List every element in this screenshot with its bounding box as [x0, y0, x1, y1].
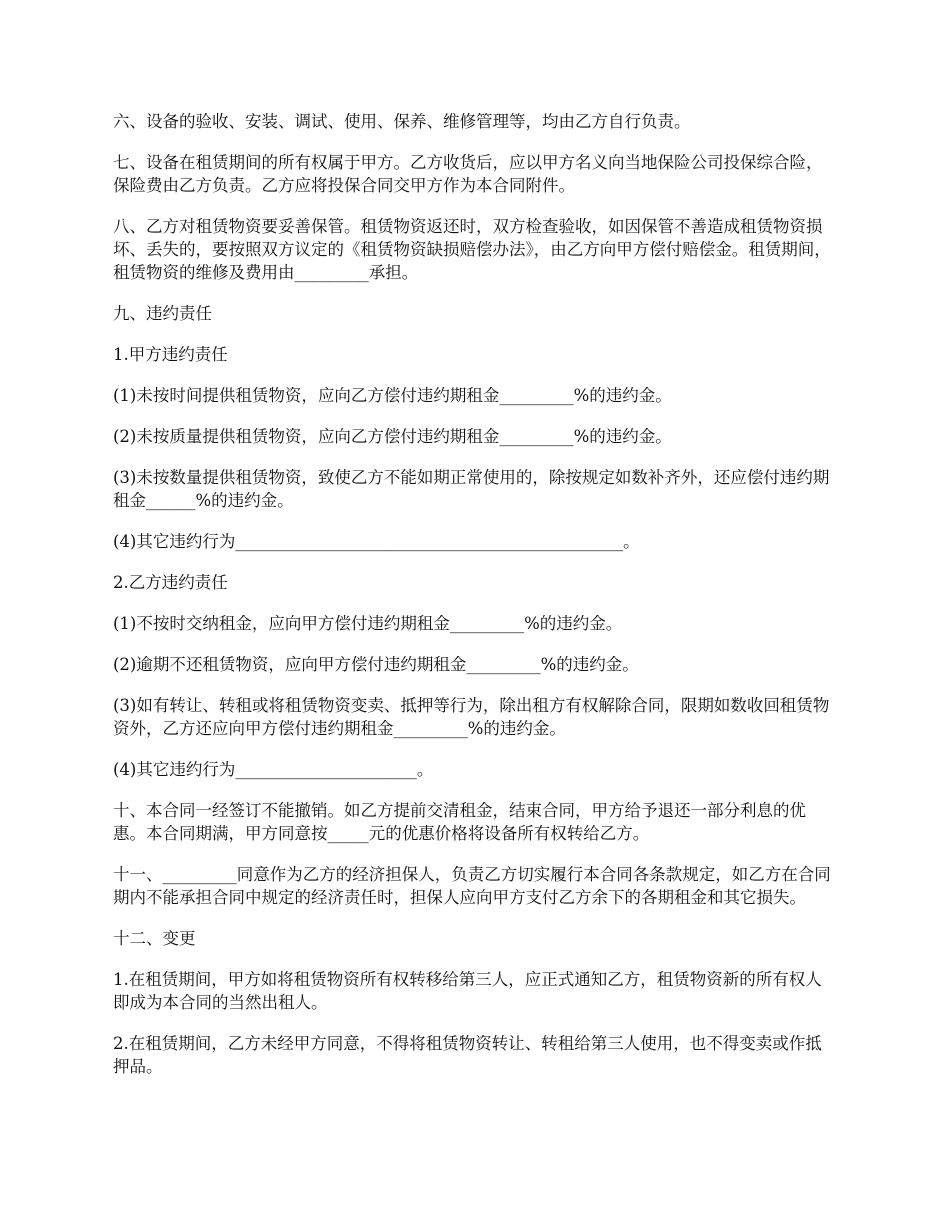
clause-7-paragraph: 七、设备在租赁期间的所有权属于甲方。乙方收货后，应以甲方名义向当地保险公司投保综合险，保险费由乙方负责。乙方应将投保合同交甲方作为本合同附件。 — [113, 153, 823, 195]
party-a-breach-item-4: (4)其它违约行为_______________________________________________。 — [113, 532, 640, 551]
party-a-breach-item-2: (2)未按质量提供租赁物资，应向乙方偿付违约期租金_________%的违约金。 — [113, 427, 672, 446]
document-body — [113, 110, 838, 1096]
party-b-breach-heading: 2.乙方违约责任 — [113, 573, 228, 592]
clause-8-paragraph: 八、乙方对租赁物资要妥善保管。租赁物资返还时，双方检查验收，如因保管不善造成租赁物资损坏、丢失的，要按照双方议定的《租赁物资缺损赔偿办法》，由乙方向甲方偿付赔偿金。租赁期间，租赁物资的维修及费用由_________承担。 — [113, 217, 831, 282]
change-item-1: 1.在租赁期间，甲方如将租赁物资所有权转移给第三人，应正式通知乙方，租赁物资新的所有权人即成为本合同的当然出租人。 — [113, 970, 822, 1012]
change-item-2: 2.在租赁期间，乙方未经甲方同意，不得将租赁物资转让、转租给第三人使用，也不得变卖或作抵押品。 — [113, 1034, 822, 1076]
party-a-breach-item-3: (3)未按数量提供租赁物资，致使乙方不能如期正常使用的，除按规定如数补齐外，还应偿付违约期租金______%的违约金。 — [113, 468, 830, 510]
party-b-breach-item-1: (1)不按时交纳租金，应向甲方偿付违约期租金_________%的违约金。 — [113, 614, 623, 633]
party-b-breach-item-3: (3)如有转让、转租或将租赁物资变卖、抵押等行为，除出租方有权解除合同，限期如数收回租赁物资外，乙方还应向甲方偿付违约期租金_________%的违约金。 — [113, 696, 830, 738]
clause-11-paragraph: 十一、_________同意作为乙方的经济担保人，负责乙方切实履行本合同各条款规定，如乙方在合同期内不能承担合同中规定的经济责任时，担保人应向甲方支付乙方余下的各期租金和其它损失。 — [113, 865, 831, 907]
clause-10-paragraph: 十、本合同一经签订不能撤销。如乙方提前交清租金，结束合同，甲方给予退还一部分利息的优惠。本合同期满，甲方同意按_____元的优惠价格将设备所有权转给乙方。 — [113, 801, 806, 843]
party-b-breach-item-2: (2)逾期不还租赁物资，应向甲方偿付违约期租金_________%的违约金。 — [113, 655, 639, 674]
party-a-breach-heading: 1.甲方违约责任 — [113, 345, 228, 364]
clause-6-paragraph: 六、设备的验收、安装、调试、使用、保养、维修管理等，均由乙方自行负责。 — [113, 112, 691, 131]
party-b-breach-item-4: (4)其它违约行为______________________。 — [113, 760, 434, 779]
clause-12-heading: 十二、变更 — [113, 929, 196, 948]
clause-9-heading: 九、违约责任 — [113, 304, 212, 323]
party-a-breach-item-1: (1)未按时间提供租赁物资，应向乙方偿付违约期租金_________%的违约金。 — [113, 386, 672, 405]
